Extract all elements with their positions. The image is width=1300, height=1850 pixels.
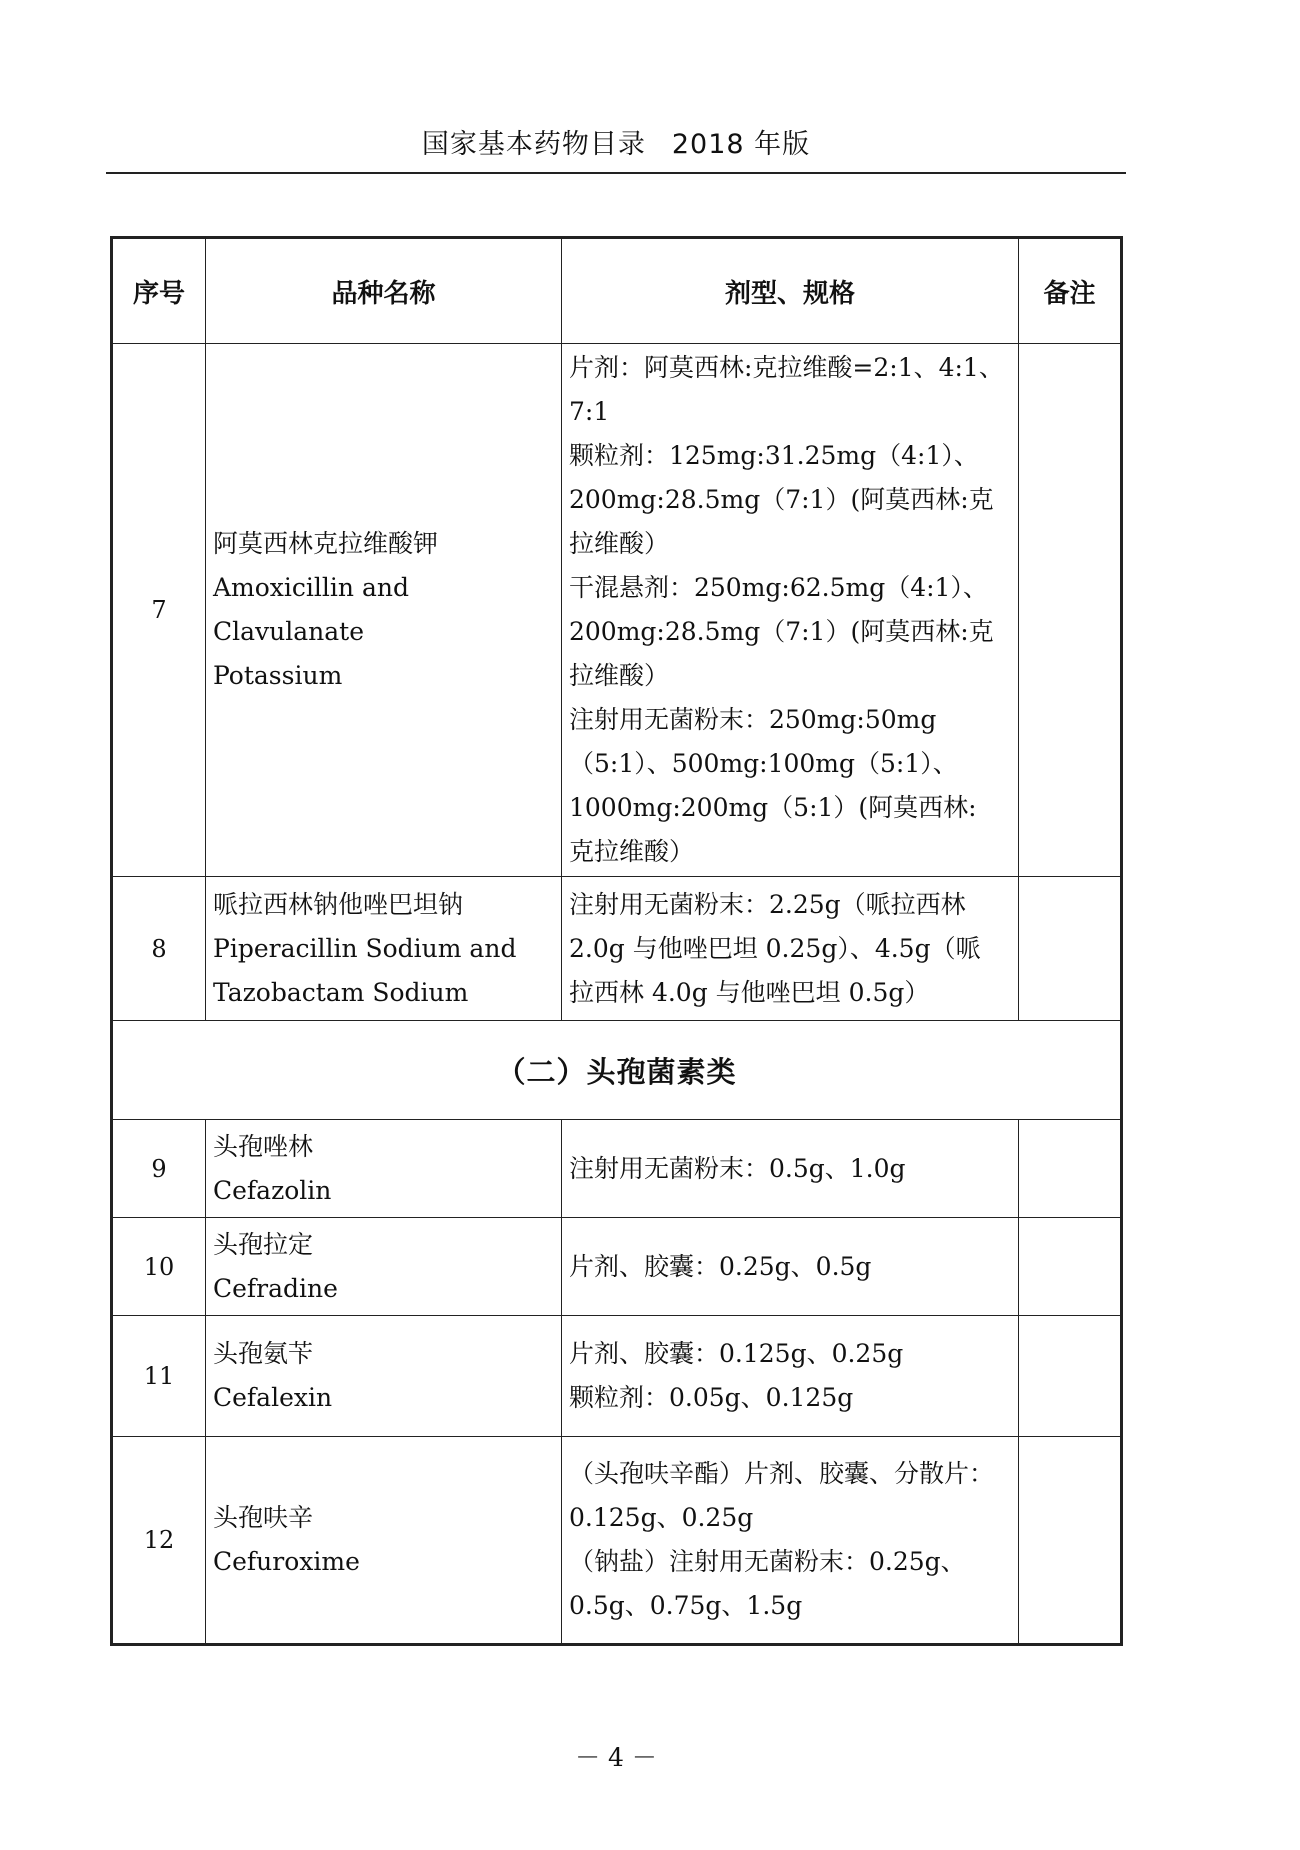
row-spec [562,1437,1019,1645]
spec-line: 拉维酸） [569,529,670,558]
drug-catalog-table [110,236,1123,1646]
drug-name-en: Cefazolin [213,1175,332,1205]
drug-name-cn: 头孢唑林 [213,1131,314,1161]
column-header-seq: 序号 [112,238,206,344]
row-name [206,1120,562,1218]
header-title: 国家基本药物目录 [421,129,646,160]
drug-name-cn: 阿莫西林克拉维酸钾 [213,529,439,558]
row-name [206,1316,562,1437]
table-row [112,1218,1122,1316]
row-seq: 12 [112,1437,206,1645]
row-name [206,1218,562,1316]
spec-line: 0.5g、0.75g、1.5g [569,1591,803,1620]
row-seq: 7 [112,344,206,877]
page-number: － 4 － [575,1743,657,1772]
row-spec [562,877,1019,1021]
table-row [112,1437,1122,1645]
drug-name-cn: 头孢呋辛 [213,1503,314,1532]
spec-line: 1000mg:200mg（5:1）(阿莫西林: [569,793,977,822]
spec-line: 片剂：阿莫西林:克拉维酸=2:1、4:1、 [569,353,1004,382]
table-row [112,1120,1122,1218]
section-heading-row [112,1021,1122,1120]
header-edition: 2018 年版 [671,129,811,160]
row-seq: 9 [112,1120,206,1218]
spec-line: 注射用无菌粉末：2.25g（哌拉西林 [569,889,966,919]
table-header-row [112,238,1122,344]
row-name [206,1437,562,1645]
drug-name-cn: 头孢拉定 [213,1229,314,1259]
page-header [106,122,1126,161]
column-header-spec: 剂型、规格 [562,238,1019,344]
spec-line: 200mg:28.5mg（7:1）(阿莫西林:克 [569,617,994,646]
column-header-name: 品种名称 [206,238,562,344]
row-note [1019,1218,1122,1316]
row-spec [562,1218,1019,1316]
drug-name-en: Cefradine [213,1273,338,1303]
spec-line: （5:1）、500mg:100mg（5:1）、 [569,749,958,778]
spec-line: 克拉维酸） [569,837,695,866]
spec-line: （头孢呋辛酯）片剂、胶囊、分散片： [569,1459,995,1488]
drug-name-en: Cefuroxime [213,1547,360,1576]
row-spec [562,1120,1019,1218]
spec-line: 颗粒剂：125mg:31.25mg（4:1）、 [569,441,979,470]
row-note [1019,1120,1122,1218]
drug-name-en: Potassium [213,661,343,690]
header-rule [106,172,1126,174]
row-note [1019,344,1122,877]
drug-name-en: Tazobactam Sodium [213,977,469,1007]
table-row [112,344,1122,877]
row-seq: 11 [112,1316,206,1437]
drug-name-cn: 头孢氨苄 [213,1339,314,1368]
spec-line: 2.0g 与他唑巴坦 0.25g）、4.5g（哌 [569,933,981,963]
row-name [206,877,562,1021]
row-seq: 8 [112,877,206,1021]
drug-name-en: Amoxicillin and Clavulanate [213,573,409,646]
spec-line: 片剂、胶囊：0.125g、0.25g [569,1339,904,1368]
row-spec [562,1316,1019,1437]
row-note [1019,877,1122,1021]
row-note [1019,1316,1122,1437]
drug-name-cn: 哌拉西林钠他唑巴坦钠 [213,889,464,919]
spec-line: 7:1 [569,397,610,426]
column-header-note: 备注 [1019,238,1122,344]
spec-line: （钠盐）注射用无菌粉末：0.25g、 [569,1547,966,1576]
table-row [112,1316,1122,1437]
drug-name-en: Cefalexin [213,1383,333,1412]
spec-line: 0.125g、0.25g [569,1503,754,1532]
spec-line: 拉维酸） [569,661,670,690]
row-note [1019,1437,1122,1645]
spec-line: 颗粒剂：0.05g、0.125g [569,1383,854,1412]
row-spec [562,344,1019,877]
table-row [112,877,1122,1021]
spec-line: 干混悬剂：250mg:62.5mg（4:1）、 [569,573,988,602]
spec-line: 注射用无菌粉末：250mg:50mg [569,705,937,734]
section-title: （二）头孢菌素类 [112,1021,1122,1120]
spec-line: 片剂、胶囊：0.25g、0.5g [569,1251,872,1281]
row-seq: 10 [112,1218,206,1316]
spec-line: 注射用无菌粉末：0.5g、1.0g [569,1153,906,1183]
drug-name-en: Piperacillin Sodium and [213,933,517,963]
spec-line: 200mg:28.5mg（7:1）(阿莫西林:克 [569,485,994,514]
row-name [206,344,562,877]
spec-line: 拉西林 4.0g 与他唑巴坦 0.5g） [569,977,930,1007]
